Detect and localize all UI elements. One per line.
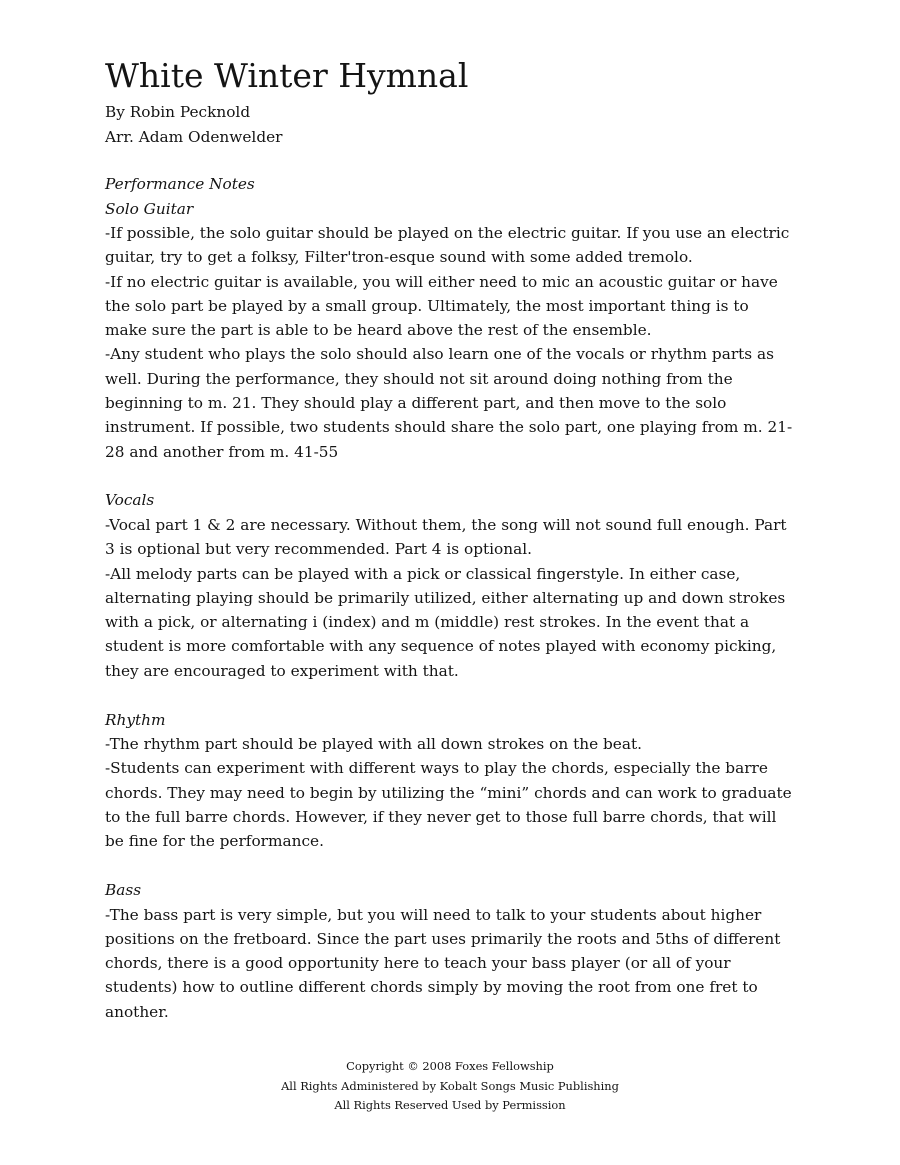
document-title: White Winter Hymnal <box>105 56 469 95</box>
section-vocals <box>105 488 795 683</box>
rhythm-note-2: -Students can experiment with different ways to play the chords, especially the barre chords. They may need to begin by utilizing the “mini” chords and can work to graduate to the full barre chords. However, if they never get to those full barre chords, that will be fine for the performance. <box>105 759 792 851</box>
administered-line: All Rights Administered by Kobalt Songs Music Publishing <box>281 1078 619 1093</box>
copyright-line: Copyright © 2008 Foxes Fellowship <box>346 1059 554 1073</box>
copyright-footer <box>0 1057 900 1116</box>
bass-note-1: -The bass part is very simple, but you will need to talk to your students about higher positions on the fretboard. Since the part uses primarily the roots and 5ths of different chords, there is a good opportunity here to teach your bass player (or all of your students) how to outline different chords simply by moving the root from one fret to another. <box>105 905 781 1021</box>
bass-heading: Bass <box>105 881 142 900</box>
solo-guitar-note-2: -If no electric guitar is available, you will either need to mic an acoustic guitar or have the solo part be played by a small group. Ultimately, the most important thing is to make sure the part is able to be heard above the rest of the ensemble. <box>105 272 778 340</box>
solo-guitar-heading: Solo Guitar <box>105 199 194 218</box>
solo-guitar-note-3: -Any student who plays the solo should also learn one of the vocals or rhythm parts as well. During the performance, they should not sit around doing nothing from the beginning to m. 21. They should play a different part, and then move to the solo instrument. If possible, two students should share the solo part, one playing from m. 21-28 and another from m. 41-55 <box>105 345 793 461</box>
vocals-note-1: -Vocal part 1 & 2 are necessary. Without them, the song will not sound full enough. Part 3 is optional but very recommended. Part 4 is optional. <box>105 515 787 559</box>
arranger-line: Arr. Adam Odenwelder <box>105 127 283 146</box>
section-rhythm <box>105 708 795 854</box>
rhythm-heading: Rhythm <box>105 710 166 729</box>
document-page <box>105 52 795 1024</box>
credits <box>105 100 795 149</box>
rhythm-note-1: -The rhythm part should be played with all down strokes on the beat. <box>105 735 642 754</box>
vocals-heading: Vocals <box>105 491 155 510</box>
rights-reserved-line: All Rights Reserved Used by Permission <box>334 1098 566 1112</box>
solo-guitar-note-1: -If possible, the solo guitar should be played on the electric guitar. If you use an electric guitar, try to get a folksy, Filter'tron-esque sound with some added tremolo. <box>105 224 790 267</box>
vocals-note-2: -All melody parts can be played with a pick or classical fingerstyle. In either case, alternating playing should be primarily utilized, either alternating up and down strokes with a pick, or alternating i (index) and m (middle) rest strokes. In the event that a student is more comfortable with any sequence of notes played with economy picking, they are encouraged to experiment with that. <box>105 564 786 680</box>
section-bass <box>105 878 795 1024</box>
performance-notes-heading: Performance Notes <box>105 175 255 193</box>
author-line: By Robin Pecknold <box>105 103 251 121</box>
section-solo-guitar <box>105 172 795 464</box>
